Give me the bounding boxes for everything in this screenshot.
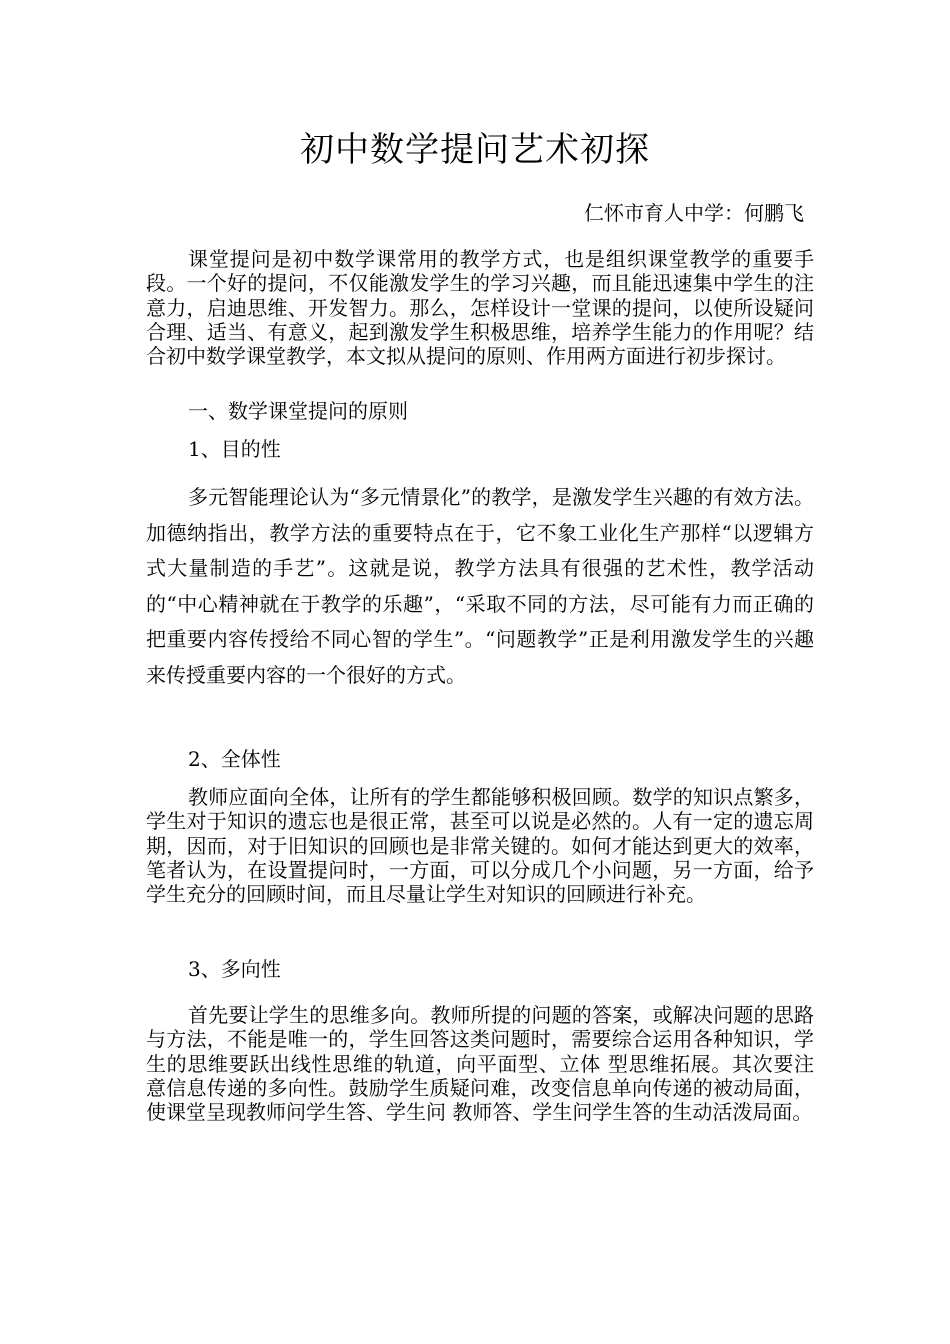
author-line: 仁怀市育人中学：何鹏飞 xyxy=(584,201,804,225)
whole-class-paragraph: 教师应面向全体，让所有的学生都能够积极回顾。数学的知识点繁多，学生对于知识的遗忘也是很正常，甚至可以说是必然的。人有一定的遗忘周期，因而，对于旧知识的回顾也是非常关键的。如何才能达到更大的效率，笔者认为，在设置提问时，一方面，可以分成几个小问题，另一方面，给予学生充分的回顾时间，而且尽量让学生对知识的回顾进行补充。 xyxy=(146,785,814,907)
intro-paragraph: 课堂提问是初中数学课常用的教学方式，也是组织课堂教学的重要手段。一个好的提问，不仅能激发学生的学习兴趣，而且能迅速集中学生的注意力，启迪思维、开发智力。那么，怎样设计一堂课的提问，以使所设疑问合理、适当、有意义，起到激发学生积极思维，培养学生能力的作用呢？结合初中数学课堂教学，本文拟从提问的原则、作用两方面进行初步探讨。 xyxy=(146,247,814,369)
subheading-multi-direction: 3、多向性 xyxy=(188,957,281,981)
purpose-paragraph: 多元智能理论认为“多元情景化”的教学，是激发学生兴趣的有效方法。加德纳指出，教学方法的重要特点在于，它不象工业化生产那样“以逻辑方式大量制造的手艺”。这就是说，教学方法具有很强的艺术性，教学活动的“中心精神就在于教学的乐趣”，“采取不同的方法，尽可能有力而正确的把重要内容传授给不同心智的学生”。“问题教学”正是利用激发学生的兴趣来传授重要内容的一个很好的方式。 xyxy=(146,485,814,687)
section-heading-principles: 一、数学课堂提问的原则 xyxy=(188,399,408,423)
multi-direction-paragraph: 首先要让学生的思维多向。教师所提的问题的答案，或解决问题的思路与方法，不能是唯一的，学生回答这类问题时，需要综合运用各种知识，学生的思维要跃出线性思维的轨道，向平面型、立体 型思维拓展。其次要注 意信息传递的多向性。鼓励学生质疑问难，改变信息单向传递的被动局面，使课堂呈现教师问学生答、学生问 教师答、学生问学生答的生动活泼局面。 xyxy=(146,1003,814,1125)
subheading-whole-class: 2、全体性 xyxy=(188,747,281,771)
document-title: 初中数学提问艺术初探 xyxy=(300,130,650,170)
subheading-purpose: 1、目的性 xyxy=(188,437,281,461)
